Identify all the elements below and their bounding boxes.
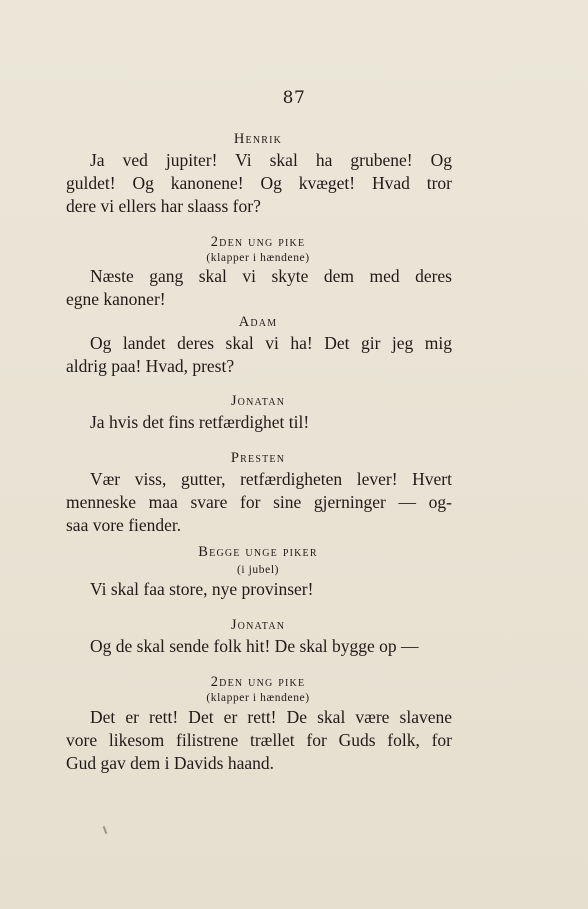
speaker-name: Adam [238,314,278,330]
dialogue-line: Og de skal sende folk hit! De skal bygge op — [90,636,419,656]
dialogue-line: Ja ved jupiter! Vi skal ha grubene! Og [90,150,452,170]
dialogue-line: Og landet deres skal vi ha! Det gir jeg mig [90,333,452,353]
page-number: 87 [282,88,306,108]
ink-speck [103,826,108,834]
dialogue-line: Ja hvis det fins retfærdighet til! [90,412,310,432]
dialogue-line: aldrig paa! Hvad, prest? [66,356,235,376]
dialogue-line: Gud gav dem i Davids haand. [66,753,275,773]
dialogue-line: Vær viss, gutter, retfærdigheten lever! Hvert [90,469,452,489]
dialogue-line: guldet! Og kanonene! Og kvæget! Hvad tror [66,173,452,193]
speaker-name: 2den ung pike [210,234,306,250]
stage-direction: (i jubel) [236,564,280,576]
stage-direction: (klapper i hændene) [206,252,310,264]
dialogue-line: Næste gang skal vi skyte dem med deres [90,266,452,286]
dialogue-line: dere vi ellers har slaass for? [66,196,261,216]
speaker-name: Henrik [233,131,283,147]
stage-direction: (klapper i hændene) [206,692,310,704]
dialogue-line: vore likesom filistrene trællet for Guds folk, for [66,730,452,750]
speaker-name: Presten [230,450,286,466]
dialogue-line: menneske maa svare for sine gjerninger — og- [66,492,452,512]
dialogue-line: Det er rett! Det er rett! De skal være slavene [90,707,452,727]
dialogue-line: egne kanoner! [66,289,166,309]
speaker-name: Jonatan [230,617,286,633]
dialogue-line: saa vore fiender. [66,515,182,535]
speaker-name: Jonatan [230,393,286,409]
dialogue-line: Vi skal faa store, nye provinser! [90,579,314,599]
speaker-name: 2den ung pike [210,674,306,690]
speaker-name: Begge unge piker [198,544,318,560]
